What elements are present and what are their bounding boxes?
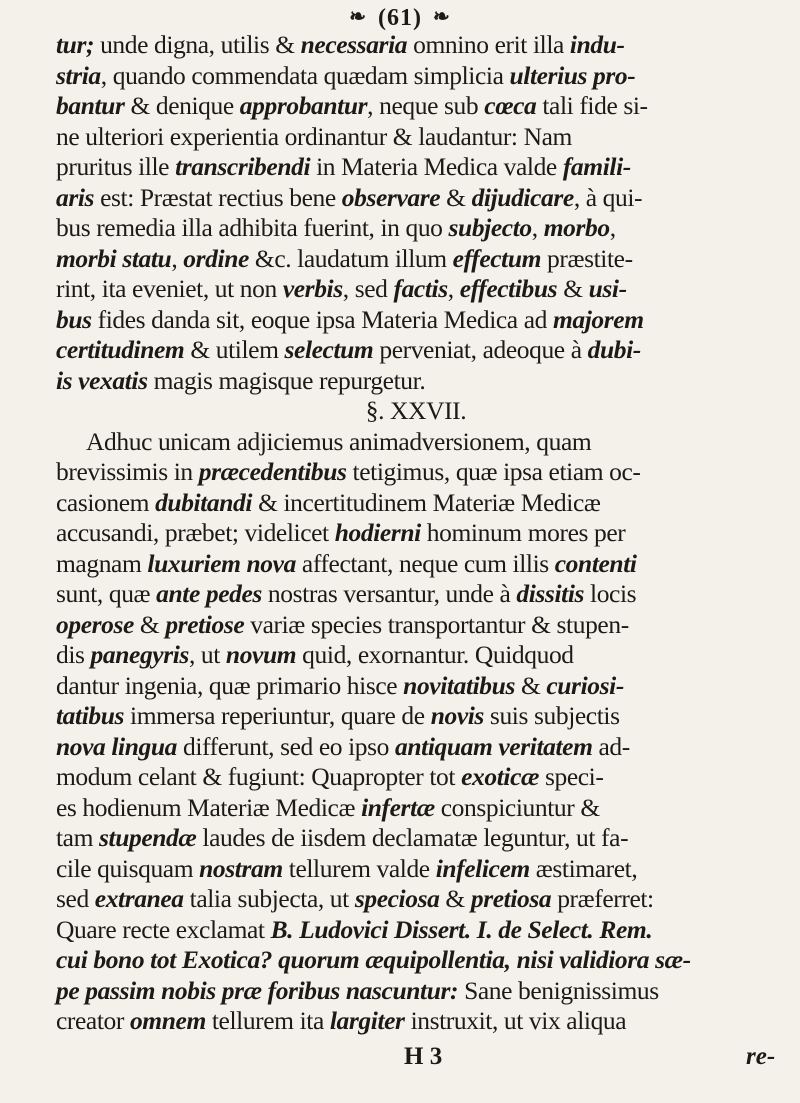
italic-segment: novis (430, 701, 484, 730)
text-line (56, 793, 776, 824)
italic-segment: cui bono tot Exotica? quorum æquipollentia, nisi validiora sæ- (56, 945, 691, 974)
italic-segment: luxuriem nova (147, 548, 296, 578)
italic-segment: majorem (552, 304, 644, 334)
text-line (56, 457, 776, 488)
italic-segment: certitudinem (56, 335, 185, 364)
text-line (56, 915, 776, 946)
text-line (56, 732, 776, 763)
text-segment: æstimaret, (529, 853, 638, 883)
text-line (56, 335, 776, 366)
text-segment: magis magisque repurgetur. (147, 365, 426, 395)
italic-segment: subjecto (448, 213, 532, 242)
text-line (56, 91, 776, 122)
ornament-left-icon: ❧ (349, 6, 367, 28)
text-segment: hominum mores per (420, 518, 626, 547)
text-segment: Sane benignissimus (458, 975, 659, 1005)
italic-segment: pretiosa (470, 884, 552, 913)
italic-segment: ante pedes (156, 579, 262, 608)
text-segment: cile quisquam (56, 853, 200, 883)
text-line (56, 640, 776, 671)
text-segment: magnam (56, 548, 148, 578)
italic-segment: antiquam veritatem (395, 731, 593, 761)
text-segment: ad- (592, 731, 630, 761)
text-segment: ne ulteriori experientia ordinantur & laudantur: Nam (56, 121, 572, 151)
text-line (56, 427, 776, 458)
italic-segment: bantur (56, 91, 125, 120)
italic-segment: panegyris (90, 640, 189, 669)
text-segment: &c. laudatum illum (248, 243, 453, 273)
italic-segment: stupendæ (99, 823, 197, 852)
text-segment: in Materia Medica valde (310, 152, 563, 181)
text-line (56, 1006, 776, 1037)
text-line (56, 366, 776, 397)
text-segment: omnino erit illa (407, 30, 570, 59)
italic-segment: usi- (588, 274, 627, 303)
italic-segment: pretiose (165, 609, 245, 639)
italic-segment: nostram (199, 853, 283, 883)
text-segment: , (447, 274, 460, 303)
text-segment: bus remedia illa adhibita fuerint, in quo (56, 213, 449, 242)
italic-segment: speciosa (354, 884, 440, 913)
text-segment: & incertitudinem Materiæ Medicæ (252, 487, 601, 517)
italic-segment: observare (341, 182, 441, 212)
text-segment: tali fide si- (536, 91, 648, 120)
text-line (56, 244, 776, 275)
text-segment: , sed (342, 274, 394, 303)
italic-segment: præcedentibus (198, 457, 347, 486)
italic-segment: transcribendi (175, 152, 311, 181)
italic-segment: bus (56, 304, 92, 334)
text-segment: dantur ingenia, quæ primario hisce (56, 670, 404, 700)
text-segment: , (171, 243, 184, 273)
italic-segment: stria (56, 60, 101, 90)
text-segment: locis (584, 579, 637, 608)
italic-segment: dissitis (516, 579, 585, 608)
italic-segment: morbo (543, 213, 610, 242)
italic-segment: necessaria (300, 30, 408, 59)
text-segment: & denique (124, 91, 240, 120)
italic-segment: dijudicare (471, 182, 574, 212)
text-segment: Quare recte exclamat (56, 914, 271, 944)
text-segment: & (514, 670, 547, 700)
italic-segment: nova lingua (56, 731, 178, 761)
italic-segment: exoticæ (461, 762, 539, 791)
italic-segment: novitatibus (403, 670, 515, 700)
text-segment: , (609, 213, 616, 242)
text-line (56, 945, 776, 976)
text-segment: tetigimus, quæ ipsa etiam oc- (346, 457, 641, 486)
catchword: re- (746, 1043, 776, 1070)
text-segment: sed (56, 884, 95, 913)
text-line (56, 30, 776, 61)
text-line (56, 488, 776, 519)
ornament-right-icon: ❧ (432, 6, 451, 28)
text-segment: , neque sub (367, 91, 485, 120)
text-line (56, 610, 776, 641)
text-line (56, 213, 776, 244)
text-segment: præstite- (541, 243, 633, 273)
italic-segment: indu- (569, 30, 625, 59)
text-segment: tellurem valde (282, 853, 436, 883)
italic-segment: hodierni (334, 518, 421, 547)
text-segment: & (440, 182, 472, 212)
text-segment: sunt, quæ (56, 579, 157, 608)
italic-segment: pe passim nobis præ foribus nascuntur: (56, 975, 459, 1005)
text-line (56, 152, 776, 183)
italic-segment: effectibus (459, 274, 558, 303)
text-segment: , à qui- (573, 182, 643, 212)
page-number: (61) (378, 5, 422, 31)
text-segment: & (439, 884, 471, 913)
text-segment: est: Præstat rectius bene (94, 182, 342, 212)
text-segment: quid, exornantur. Quidquod (296, 640, 574, 669)
text-segment: nostras versantur, unde à (261, 579, 517, 608)
italic-segment: contenti (554, 548, 637, 578)
text-line (56, 305, 776, 336)
italic-segment: extranea (94, 884, 184, 913)
text-line (56, 823, 776, 854)
text-line (56, 549, 776, 580)
italic-segment: verbis (282, 274, 343, 303)
text-segment: creator (56, 1006, 130, 1035)
text-segment: §. XXVII. (365, 396, 467, 425)
italic-segment: tatibus (56, 701, 125, 730)
text-segment: speci- (539, 762, 604, 791)
page-header (0, 4, 800, 32)
text-segment: perveniat, adeoque à (373, 335, 588, 364)
text-segment: laudes de iisdem declamatæ leguntur, ut fa- (196, 823, 629, 852)
text-segment: instruxit, ut vix aliqua (404, 1006, 627, 1035)
italic-segment: dubi- (587, 335, 641, 364)
italic-segment: tur; (56, 30, 95, 59)
italic-segment: approbantur (239, 91, 368, 120)
text-segment: accusandi, præbet; videlicet (56, 518, 335, 547)
signature-mark: H 3 (404, 1043, 443, 1070)
italic-segment: morbi statu (56, 243, 172, 273)
italic-segment: curiosi- (546, 670, 624, 700)
text-segment: pruritus ille (56, 152, 176, 181)
italic-segment: B. Ludovici Dissert. I. de Select. Rem. (270, 914, 653, 944)
text-segment: tam (56, 823, 100, 852)
text-line (56, 854, 776, 885)
text-segment: & (133, 609, 166, 639)
text-line (56, 701, 776, 732)
italic-segment: largiter (329, 1006, 405, 1035)
text-line (56, 274, 776, 305)
text-segment: casionem (56, 487, 156, 517)
text-segment: unde digna, utilis & (94, 30, 301, 59)
text-segment: & utilem (184, 335, 285, 364)
italic-segment: famili- (562, 152, 631, 181)
text-segment: rint, ita eveniet, ut non (56, 274, 283, 303)
italic-segment: dubitandi (155, 487, 253, 517)
italic-segment: ulterius pro- (509, 60, 636, 90)
text-segment: brevissimis in (56, 457, 199, 486)
italic-segment: omnem (129, 1006, 206, 1035)
italic-segment: infelicem (435, 853, 530, 883)
text-line (56, 976, 776, 1007)
italic-segment: factis (393, 274, 448, 303)
text-segment: affectant, neque cum illis (295, 548, 555, 578)
text-segment: , ut (188, 640, 226, 669)
text-segment: es hodienum Materiæ Medicæ (56, 792, 362, 822)
text-segment: dis (56, 640, 91, 669)
text-segment: suis subjectis (483, 701, 620, 730)
text-segment: fides danda sit, eoque ipsa Materia Medica ad (91, 304, 553, 334)
text-segment: talia subjecta, ut (183, 884, 355, 913)
text-line (56, 518, 776, 549)
text-line (56, 579, 776, 610)
text-segment: Adhuc unicam adjiciemus animadversionem, quam (86, 426, 592, 456)
text-segment: conspiciuntur & (434, 792, 600, 822)
text-segment: præferret: (551, 884, 654, 913)
text-line (56, 183, 776, 214)
text-segment: variæ species transportantur & stupen- (244, 609, 629, 639)
italic-segment: operose (56, 609, 134, 639)
italic-segment: selectum (284, 335, 374, 364)
italic-segment: novum (225, 640, 297, 669)
italic-segment: is vexatis (56, 365, 148, 395)
text-line (56, 762, 776, 793)
text-segment: , (531, 213, 544, 242)
text-segment: immersa reperiuntur, quare de (124, 701, 431, 730)
italic-segment: infertæ (361, 792, 435, 822)
text-segment: , quando commendata quædam simplicia (100, 60, 510, 90)
body-text (56, 30, 776, 1037)
italic-segment: cœca (484, 91, 537, 120)
text-segment: differunt, sed eo ipso (177, 731, 395, 761)
text-line (56, 884, 776, 915)
italic-segment: aris (56, 182, 95, 212)
text-segment: modum celant & fugiunt: Quapropter tot (56, 762, 462, 791)
text-segment: & (557, 274, 589, 303)
text-segment: tellurem ita (205, 1006, 330, 1035)
italic-segment: ordine (183, 243, 249, 273)
italic-segment: effectum (452, 243, 542, 273)
text-line (56, 396, 776, 427)
text-line (56, 671, 776, 702)
text-line (56, 122, 776, 153)
text-line (56, 61, 776, 92)
